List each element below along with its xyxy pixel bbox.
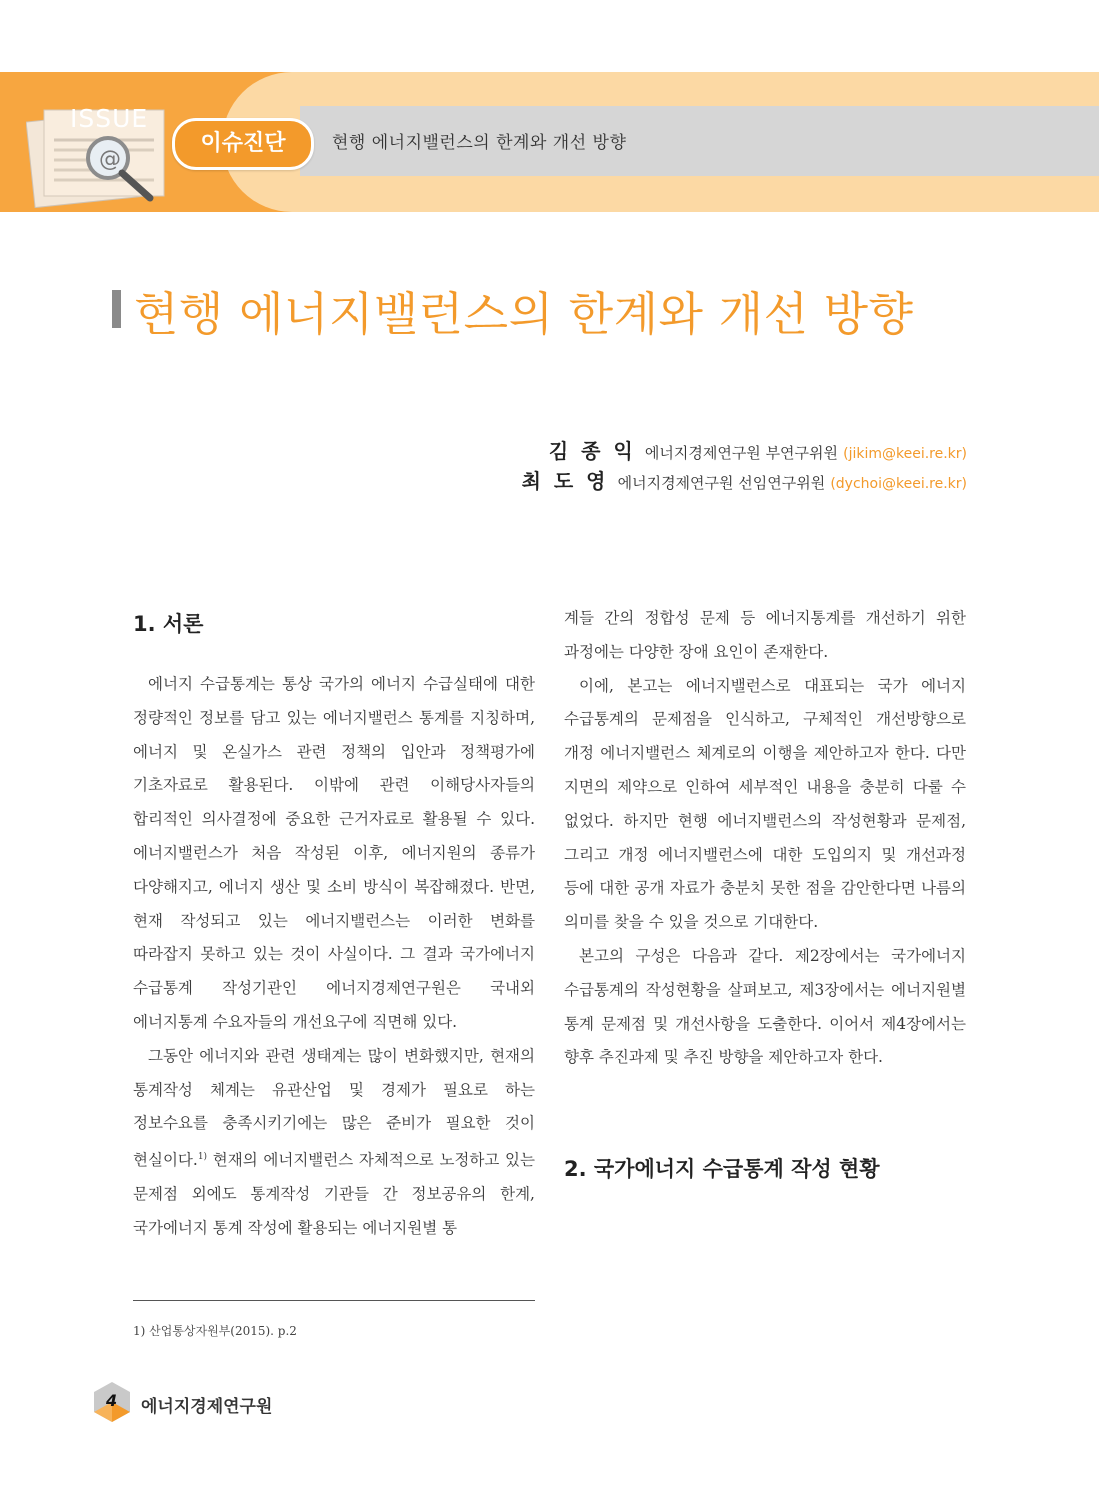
author-name: 김 종 익: [548, 439, 636, 463]
author-affiliation: 에너지경제연구원 부연구위원: [644, 444, 839, 462]
body-paragraph: [133, 1040, 535, 1246]
body-paragraph: 본고의 구성은 다음과 같다. 제2장에서는 국가에너지 수급통계의 작성현황을 살펴보고, 제3장에서는 에너지원별 통계 문제점 및 개선사항을 도출한다. 이어서 제4장에서는 향후 추진과제 및 추진 방향을 제안하고자 한다.: [564, 946, 966, 1067]
title-marker: [112, 290, 121, 328]
page-title: 현행 에너지밸런스의 한계와 개선 방향: [134, 287, 914, 341]
issue-label: ISSUE: [70, 104, 149, 133]
author-affiliation: 에너지경제연구원 선임연구위원: [617, 474, 826, 492]
page-number: 4: [106, 1391, 118, 1410]
footnote-reference[interactable]: 1): [197, 1152, 208, 1163]
author-line: [522, 436, 967, 466]
paragraph-text: 현재의 에너지밸런스 자체적으로 노정하고 있는 문제점 외에도 통계작성 기관들 간 정보공유의 한계, 국가에너지 통계 작성에 활용되는 에너지원별 통: [133, 1151, 535, 1237]
section-heading: 1. 서론: [133, 612, 204, 636]
author-email[interactable]: (dychoi@keei.re.kr): [830, 476, 967, 492]
author-list: [522, 436, 967, 496]
body-paragraph: 에너지 수급통계는 통상 국가의 에너지 수급실태에 대한 정량적인 정보를 담고 있는 에너지밸런스 통계를 지칭하며, 에너지 및 온실가스 관련 정책의 입안과 정책평가에 기초자료로 활용된다. 이밖에 관련 이해당사자들의 합리적인 의사결정에 중요한 근거자료로 활용될 수 있다. 에너지밸런스가 처음 작성된 이후, 에너지원의 종류가 다양해지고, 에너지 생산 및 소비 방식이 복잡해졌다. 반면, 현재 작성되고 있는 에너지밸런스는 이러한 변화를 따라잡지 못하고 있는 것이 사실이다. 그 결과 국가에너지 수급통계 작성기관인 에너지경제연구원은 국내외 에너지통계 수요자들의 개선요구에 직면해 있다.: [133, 675, 535, 1031]
paragraph-text: 그동안 에너지와 관련 생태계는 많이 변화했지만, 현재의 통계작성 체계는 유관산업 및 경제가 필요로 하는 정보수요를 충족시키기에는 많은 준비가 필요한 것이 현실이다.: [133, 1046, 535, 1170]
author-name: 최 도 영: [521, 469, 609, 493]
body-paragraph: 계들 간의 정합성 문제 등 에너지통계를 개선하기 위한 과정에는 다양한 장애 요인이 존재한다.: [564, 609, 966, 661]
left-column: [133, 600, 535, 1246]
footnote: 1) 산업통상자원부(2015). p.2: [133, 1324, 297, 1338]
header-subtitle: 현행 에너지밸런스의 한계와 개선 방향: [332, 133, 627, 153]
body-paragraph: 이에, 본고는 에너지밸런스로 대표되는 국가 에너지 수급통계의 문제점을 인식하고, 구체적인 개선방향으로 개정 에너지밸런스 체계로의 이행을 제안하고자 한다. 다만 지면의 제약으로 인하여 세부적인 내용을 충분히 다룰 수 없었다. 하지만 현행 에너지밸런스의 작성현황과 문제점, 그리고 개정 에너지밸런스에 대한 도입의지 및 개선과정 등에 대한 공개 자료가 충분치 못한 점을 감안한다면 나름의 의미를 찾을 수 있을 것으로 기대한다.: [564, 676, 966, 932]
footnote-divider: [133, 1300, 535, 1301]
right-column: [564, 602, 966, 1183]
footer-organization: 에너지경제연구원: [141, 1397, 273, 1417]
svg-text:@: @: [99, 147, 121, 172]
author-email[interactable]: (jikim@keei.re.kr): [843, 446, 967, 462]
author-line: [522, 466, 967, 496]
category-badge: 이슈진단: [172, 118, 314, 170]
section-heading: 2. 국가에너지 수급통계 작성 현황: [564, 1157, 880, 1182]
